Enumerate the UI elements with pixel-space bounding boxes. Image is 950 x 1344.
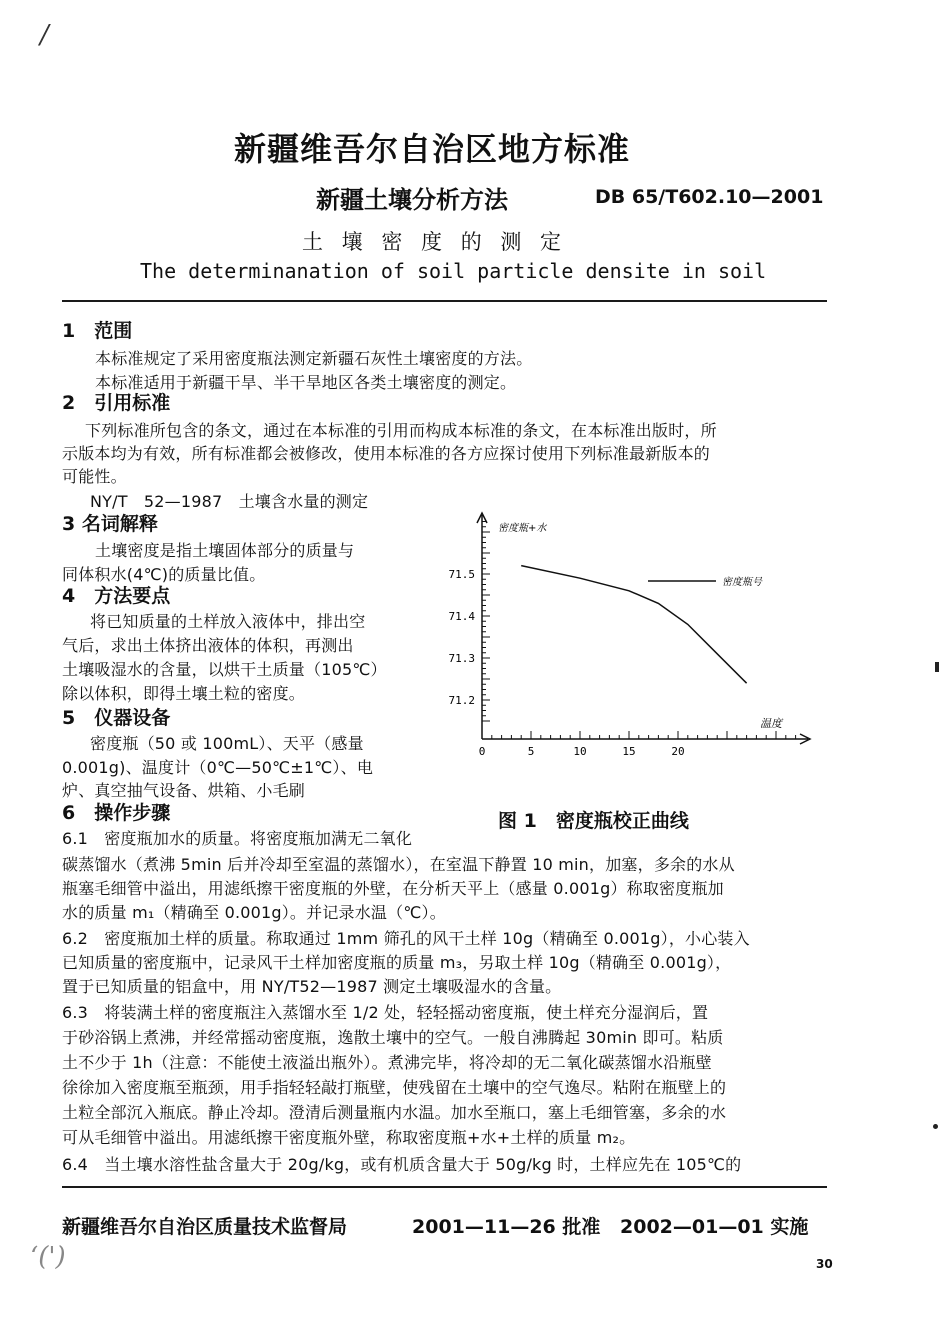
section-4-heading: 4 方法要点 (62, 585, 171, 607)
step-6-2-line: 6.2 密度瓶加土样的质量。称取通过 1mm 筛孔的风干土样 10g（精确至 0.001g），小心装入 (62, 929, 750, 948)
y-tick-label: 71.3 (448, 652, 475, 665)
section-5-line: 炉、真空抽气设备、烘箱、小毛刷 (62, 781, 306, 800)
y-tick-label: 71.5 (448, 568, 475, 581)
x-tick-label-group (479, 745, 685, 758)
header-rule (62, 300, 827, 302)
x-tick-label: 10 (573, 745, 587, 758)
chinese-subtitle: 土 壤 密 度 的 测 定 (302, 230, 568, 254)
section-5-line: 0.001g)、温度计（0℃—50℃±1℃）、电 (62, 758, 374, 777)
scan-dot (933, 1124, 938, 1129)
section-2-line: 下列标准所包含的条文，通过在本标准的引用而构成本标准的条文，在本标准出版时，所 (85, 421, 717, 440)
section-4-line: 气后，求出土体挤出液体的体积，再测出 (62, 636, 354, 655)
section-3-heading: 3 名词解释 (62, 513, 158, 535)
x-tick-label: 20 (671, 745, 685, 758)
effective-date: 2002—01—01 实施 (620, 1216, 809, 1238)
x-tick-label: 0 (478, 745, 486, 758)
section-2-line: 示版本均为有效，所有标准都会被修改，使用本标准的各方应探讨使用下列标准最新版本的 (62, 444, 711, 463)
section-2-heading: 2 引用标准 (62, 392, 171, 414)
y-tick-label: 71.2 (448, 694, 475, 707)
annotation-label: 密度瓶号 (722, 577, 762, 588)
step-6-3-line: 可从毛细管中溢出。用滤纸擦干密度瓶外壁，称取密度瓶+水+土样的质量 m₂。 (62, 1128, 636, 1147)
section-6-heading: 6 操作步骤 (62, 802, 171, 824)
section-1-heading: 1 范围 (62, 320, 133, 342)
section-4-line: 除以体积，即得土壤土粒的密度。 (62, 684, 306, 703)
step-6-2-line: 已知质量的密度瓶中，记录风干土样加密度瓶的质量 m₃，另取土样 10g（精确至 0.001g）， (62, 953, 732, 972)
y-tick-label: 71.4 (448, 610, 475, 623)
scan-dot (935, 662, 939, 672)
step-6-1-line: 瓶塞毛细管中溢出，用滤纸擦干密度瓶的外壁，在分析天平上（感量 0.001g）称取密度瓶加 (62, 879, 724, 898)
section-5-heading: 5 仪器设备 (62, 707, 171, 729)
y-tick-label-group (449, 568, 476, 707)
step-6-3-line: 6.3 将装满土样的密度瓶注入蒸馏水至 1/2 处，轻轻摇动密度瓶，使土样充分湿润后，置 (62, 1003, 709, 1022)
x-tick-label: 5 (527, 745, 535, 758)
approval-date: 2001—11—26 批准 (412, 1216, 601, 1238)
footer-rule (62, 1186, 827, 1188)
page-number: 30 (816, 1257, 833, 1271)
step-6-3-line: 土不少于 1h（注意：不能使土液溢出瓶外）。煮沸完毕，将冷却的无二氧化碳蒸馏水沿瓶壁 (62, 1053, 712, 1072)
step-6-3-line: 土粒全部沉入瓶底。静止冷却。澄清后测量瓶内水温。加水至瓶口，塞上毛细管塞，多余的水 (62, 1103, 727, 1122)
section-1-para: 本标准适用于新疆干旱、半干旱地区各类土壤密度的测定。 (95, 373, 517, 392)
y-axis-label: 密度瓶+水 (498, 523, 547, 534)
section-5-line: 密度瓶（50 或 100mL）、天平（感量 (90, 734, 364, 753)
minor-ticks (482, 522, 796, 740)
step-6-4-line: 6.4 当土壤水溶性盐含量大于 20g/kg，或有机质含量大于 50g/kg 时，土样应先在 105℃的 (62, 1155, 742, 1174)
issuing-authority: 新疆维吾尔自治区质量技术监督局 (62, 1216, 348, 1238)
step-6-1-line: 碳蒸馏水（煮沸 5min 后并冷却至室温的蒸馏水），在室温下静置 10 min，加塞，多余的水从 (62, 855, 735, 874)
scan-mark-slash: / (40, 20, 49, 50)
figure-caption: 图 1 密度瓶校正曲线 (498, 810, 689, 832)
section-4-line: 将已知质量的土样放入液体中，排出空 (90, 612, 366, 631)
section-3-line: 同体积水(4℃)的质量比值。 (62, 565, 266, 584)
standard-title: 新疆维吾尔自治区地方标准 (234, 130, 631, 168)
section-4-line: 土壤吸湿水的含量，以烘干土质量（105℃） (62, 660, 387, 679)
series-line (521, 566, 746, 684)
step-6-2-line: 置于已知质量的铝盒中，用 NY/T52—1987 测定土壤吸湿水的含量。 (62, 977, 562, 996)
x-axis-label: 温度 (760, 717, 782, 730)
section-3-line: 土壤密度是指土壤固体部分的质量与 (95, 541, 355, 560)
series-title: 新疆土壤分析方法 (316, 186, 508, 214)
step-6-1-line: 水的质量 m₁（精确至 0.001g）。并记录水温（℃）。 (62, 903, 446, 922)
x-tick-label: 15 (622, 745, 636, 758)
section-1-para: 本标准规定了采用密度瓶法测定新疆石灰性土壤密度的方法。 (95, 349, 533, 368)
section-2-line: 可能性。 (62, 467, 127, 486)
step-6-1-line: 6.1 密度瓶加水的质量。将密度瓶加满无二氧化 (62, 829, 413, 848)
calibration-chart (430, 505, 830, 775)
referenced-standard: NY/T 52—1987 土壤含水量的测定 (90, 492, 369, 511)
english-subtitle: The determinanation of soil particle densite in soil (140, 259, 767, 283)
scan-mark-handwriting: ‘(') (30, 1242, 66, 1272)
step-6-3-line: 徐徐加入密度瓶至瓶颈，用手指轻轻敲打瓶壁，使残留在土壤中的空气逸尽。粘附在瓶壁上的 (62, 1078, 727, 1097)
step-6-3-line: 于砂浴锅上煮沸，并经常摇动密度瓶，逸散土壤中的空气。一般自沸腾起 30min 即可。粘质 (62, 1028, 724, 1047)
standard-code: DB 65/T602.10—2001 (595, 186, 824, 208)
